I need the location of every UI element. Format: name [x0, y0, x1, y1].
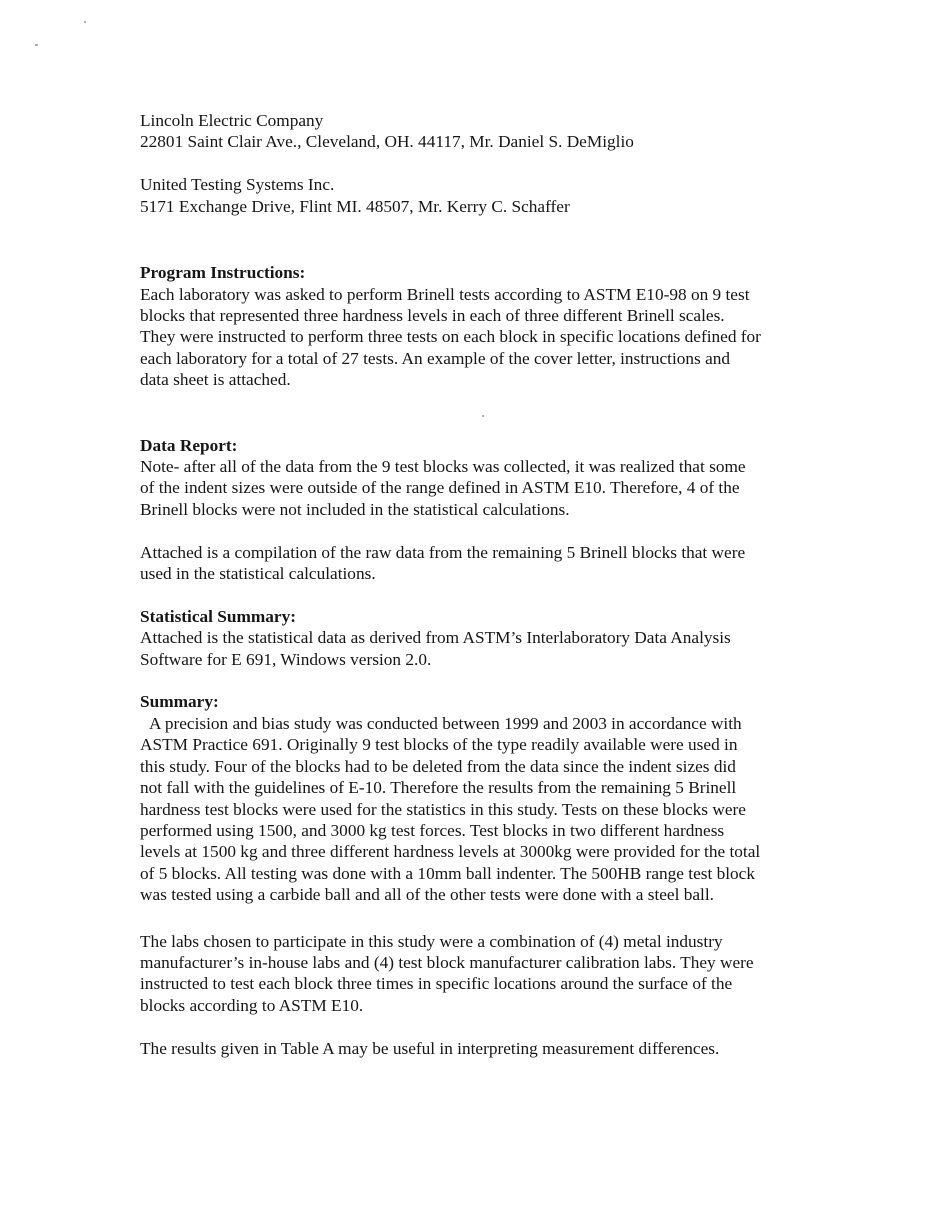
text-line: The labs chosen to participate in this study were a combination of (4) metal industry [140, 931, 723, 951]
text-line: Brinell blocks were not included in the statistical calculations. [140, 499, 570, 519]
section-paragraph [140, 542, 820, 585]
company-name: Lincoln Electric Company [140, 111, 324, 130]
text-line: was tested using a carbide ball and all of the other tests were done with a steel ball. [140, 885, 714, 905]
section-paragraph [140, 713, 820, 906]
text-line: Note- after all of the data from the 9 test blocks was collected, it was realized that some [140, 457, 746, 477]
section-paragraph [140, 284, 820, 391]
text-line: each laboratory for a total of 27 tests. An example of the cover letter, instructions and [140, 348, 731, 368]
text-line: Attached is the statistical data as derived from ASTM’s Interlaboratory Data Analysis [140, 628, 731, 648]
text-line: of 5 blocks. All testing was done with a 10mm ball indenter. The 500HB range test block [140, 863, 755, 883]
document-body [140, 110, 820, 1059]
text-line: The results given in Table A may be useful in interpreting measurement differences. [140, 1038, 720, 1058]
text-line: Attached is a compilation of the raw data from the remaining 5 Brinell blocks that were [140, 542, 746, 562]
section-summary [140, 691, 820, 1058]
section-paragraph [140, 1038, 820, 1059]
text-line: not fall with the guidelines of E-10. Therefore the results from the remaining 5 Brinell [140, 778, 737, 798]
text-line: this study. Four of the blocks had to be deleted from the data since the indent sizes did [140, 756, 736, 776]
address-block-lincoln [140, 110, 820, 153]
text-line: data sheet is attached. [140, 370, 291, 390]
company-name: United Testing Systems Inc. [140, 175, 335, 195]
address-block-united-testing [140, 174, 820, 217]
section-program-instructions [140, 262, 820, 390]
text-line: instructed to test each block three times in specific locations around the surface of the [140, 974, 733, 994]
text-line: of the indent sizes were outside of the range defined in ASTM E10. Therefore, 4 of the [140, 478, 740, 498]
scan-speck [84, 21, 86, 23]
section-heading: Summary: [140, 692, 219, 712]
section-paragraph [140, 456, 820, 520]
text-line: levels at 1500 kg and three different hardness levels at 3000kg were provided for the total [140, 842, 761, 862]
text-line: used in the statistical calculations. [140, 564, 376, 584]
text-line: Software for E 691, Windows version 2.0. [140, 649, 432, 669]
section-paragraph [140, 931, 820, 1017]
section-heading: Statistical Summary: [140, 606, 296, 626]
scan-speck [35, 44, 38, 46]
section-data-report [140, 435, 820, 585]
section-heading: Data Report: [140, 435, 238, 455]
text-line: Each laboratory was asked to perform Brinell tests according to ASTM E10-98 on 9 test [140, 284, 750, 304]
section-heading: Program Instructions: [140, 263, 306, 283]
company-address: 5171 Exchange Drive, Flint MI. 48507, Mr. Kerry C. Schaffer [140, 196, 570, 216]
company-address: 22801 Saint Clair Ave., Cleveland, OH. 44117, Mr. Daniel S. DeMiglio [140, 132, 634, 152]
text-line: A precision and bias study was conducted between 1999 and 2003 in accordance with [149, 713, 742, 733]
section-paragraph [140, 627, 820, 670]
text-line: ASTM Practice 691. Originally 9 test blocks of the type readily available were used in [140, 735, 738, 755]
text-line: hardness test blocks were used for the statistics in this study. Tests on these blocks were [140, 799, 746, 819]
text-line: They were instructed to perform three tests on each block in specific locations defined for [140, 327, 761, 347]
text-line: performed using 1500, and 3000 kg test forces. Test blocks in two different hardness [140, 820, 725, 840]
text-line: blocks according to ASTM E10. [140, 995, 364, 1015]
text-line: blocks that represented three hardness levels in each of three different Brinell scales. [140, 306, 725, 326]
text-line: manufacturer’s in-house labs and (4) test block manufacturer calibration labs. They were [140, 952, 754, 972]
section-statistical-summary [140, 606, 820, 670]
